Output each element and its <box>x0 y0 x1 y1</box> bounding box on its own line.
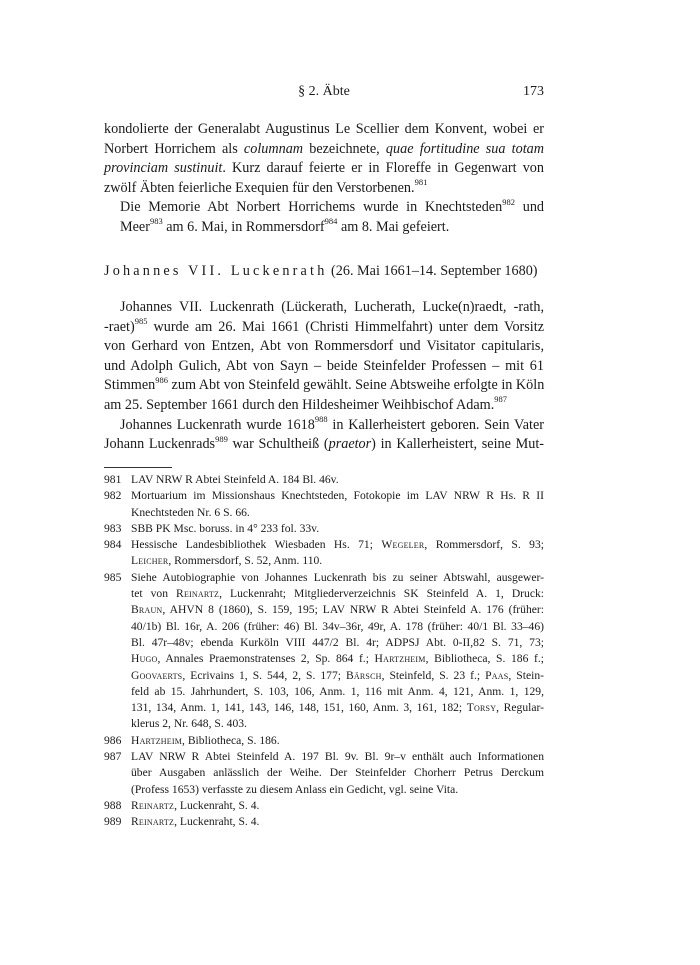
footnote-line: LAV NRW R Abtei Steinfeld A. 197 Bl. 9v. Bl. 9r–v enthält auch Informationen <box>131 750 544 764</box>
text-line: Johann Luckenrads$^{989}$ war Schultheiß (praetor) in Kallerheistert, seine Mut- <box>104 433 545 453</box>
footnote-number: 986 <box>104 733 122 747</box>
paragraph <box>104 413 545 455</box>
running-head <box>104 84 544 104</box>
text-line: Johannes Luckenrath wurde 1618$^{988}$ in Kallerheistert geboren. Sein Vater <box>120 413 544 433</box>
abbot-name: Johannes VII. Luckenrath <box>104 263 328 279</box>
latin-quote: columnam <box>243 140 304 157</box>
footnote-line: Hugo, Annales Praemonstratenses 2, Sp. 864 f.; Hartzheim, Bibliotheca, S. 186 f.; <box>131 652 544 666</box>
footnote-line: LAV NRW R Abtei Steinfeld A. 184 Bl. 46v. <box>131 473 339 486</box>
paragraph <box>104 298 544 416</box>
paragraph <box>104 198 544 237</box>
footnote-line: 40/1b) Bl. 16r, A. 206 (früher: 46) Bl. 34v–36r, 49r, A. 178 (früher: 40/1 Bl. 33–46) <box>131 619 544 633</box>
text-line: Meer$^{983}$ am 6. Mai, in Rommersdorf$^{984}$ am 8. Mai gefeiert. <box>120 216 450 235</box>
text-line: Stimmen$^{986}$ zum Abt von Steinfeld gewählt. Seine Abtsweihe erfolgte in Köln <box>104 374 545 394</box>
footnote-number: 983 <box>104 521 122 535</box>
footnote-line: Mortuarium im Missionshaus Knechtsteden, Fotokopie im LAV NRW R Hs. R II <box>131 489 544 503</box>
footnote-number: 987 <box>104 750 122 764</box>
footnote-line: Leicher, Rommersdorf, S. 52, Anm. 110. <box>131 554 323 568</box>
latin-quote: quae fortitudine sua totam <box>385 140 545 157</box>
text-line: provinciam sustinuit. Kurz darauf feierte er in Floreffe in Gegenwart von <box>104 160 544 177</box>
body-text-block-1 <box>104 120 544 238</box>
footnote-number: 982 <box>104 489 122 503</box>
footnote-ref: 987 <box>494 394 507 405</box>
running-head-section: § 2. Äbte <box>298 84 350 99</box>
footnote-line: Braun, AHVN 8 (1860), S. 159, 195; LAV NRW R Abtei Steinfeld A. 176 (früher: <box>131 603 544 617</box>
footnote <box>104 570 544 733</box>
footnote-line: tet von Reinartz, Luckenraht; Mitgliederverzeichnis SK Steinfeld A. 1, Druck: <box>131 587 545 601</box>
text-line: von Gerhard von Entzen, Abt von Rommersdorf und Visitator capitularis, <box>104 338 544 355</box>
footnote <box>104 521 544 537</box>
footnote-ref: 981 <box>414 177 428 188</box>
text-line: -raet)$^{985}$ wurde am 26. Mai 1661 (Christi Himmelfahrt) unter dem Vorsitz <box>104 316 544 335</box>
text-line: Die Memorie Abt Norbert Horrichems wurde in Knechtsteden$^{982}$ und <box>120 196 545 216</box>
footnote <box>104 814 544 830</box>
footnote-line: Hartzheim, Bibliotheca, S. 186. <box>131 733 280 747</box>
footnote-line: 131, 134, Anm. 1, 141, 143, 146, 148, 151, 160, Anm. 3, 161, 182; Torsy, Regular- <box>131 701 544 715</box>
footnote-ref: 984 <box>324 216 338 227</box>
footnote-divider <box>104 467 172 468</box>
footnote-line: SBB PK Msc. boruss. in 4° 233 fol. 33v. <box>131 521 320 535</box>
footnote <box>104 733 544 749</box>
footnote-ref: 983 <box>149 216 163 227</box>
footnote-number: 985 <box>104 570 122 584</box>
body-text-block-2 <box>104 298 544 455</box>
footnote-ref: 989 <box>215 433 228 444</box>
footnote-number: 981 <box>104 473 122 486</box>
footnote-line: Reinartz, Luckenraht, S. 4. <box>131 815 260 829</box>
footnote <box>104 537 544 570</box>
page-number: 173 <box>523 84 544 99</box>
text-line: Norbert Horrichem als columnam bezeichnete, quae fortitudine sua totam <box>104 140 545 157</box>
footnote-line: (Profess 1653) verfasste zu diesem Anlass ein Gedicht, vgl. seine Vita. <box>131 782 459 796</box>
text-line: kondolierte der Generalabt Augustinus Le Scellier dem Konvent, wobei er <box>104 121 544 137</box>
footnote-number: 984 <box>104 538 122 552</box>
footnote-line: über Ausgaben anlässlich der Weihe. Der Steinfelder Chorherr Petrus Derckum <box>131 766 544 780</box>
section-heading <box>104 263 544 280</box>
paragraph <box>104 120 544 198</box>
footnote-number: 989 <box>104 815 122 829</box>
footnote <box>104 749 544 798</box>
footnote-line: Reinartz, Luckenraht, S. 4. <box>131 798 260 812</box>
footnote-line: Hessische Landesbibliothek Wiesbaden Hs. 71; Wegeler, Rommersdorf, S. 93; <box>131 538 544 552</box>
footnote <box>104 798 544 814</box>
footnote-ref: 986 <box>155 374 168 385</box>
footnote-line: feld ab 15. Jahrhundert, S. 103, 106, Anm. 1, 116 mit Anm. 4, 121, Anm. 1, 129, <box>131 684 544 698</box>
footnote-ref: 988 <box>314 413 328 424</box>
latin-quote: provinciam sustinuit <box>104 160 223 177</box>
footnote <box>104 488 544 521</box>
footnote <box>104 472 544 488</box>
footnote-line: klerus 2, Nr. 648, S. 403. <box>131 717 247 731</box>
footnotes <box>104 472 544 831</box>
text-line: zwölf Äbten feierliche Exequien für den Verstorbenen.$^{981}$ <box>104 177 428 196</box>
footnote-line: Knechtsteden Nr. 6 S. 66. <box>131 505 250 519</box>
footnote-line: Goovaerts, Ecrivains 1, S. 544, 2, S. 177; Bärsch, Steinfeld, S. 23 f.; Paas, Stein- <box>131 668 544 682</box>
abbot-dates: (26. Mai 1661–14. September 1680) <box>331 263 538 279</box>
footnote-line: Bl. 47r–48v; ebenda Kurköln VIII 447/2 Bl. 4r; ADPSJ Abt. 0-II,82 S. 71, 73; <box>131 635 544 649</box>
footnote-ref: 985 <box>134 316 148 327</box>
footnote-number: 988 <box>104 798 122 812</box>
text-line: am 25. September 1661 durch den Hildesheimer Weihbischof Adam.$^{987}$ <box>104 394 507 413</box>
footnote-ref: 982 <box>502 196 515 207</box>
text-line: Johannes VII. Luckenrath (Lückerath, Lucherath, Lucke(n)raedt, -rath, <box>120 299 544 315</box>
text-line: und Adolph Gulich, Abt von Sayn – beide Steinfelder Professen – mit 61 <box>104 357 544 374</box>
footnote-line: Siehe Autobiographie von Johannes Luckenrath bis zu seiner Abtswahl, ausgewer- <box>131 570 544 584</box>
